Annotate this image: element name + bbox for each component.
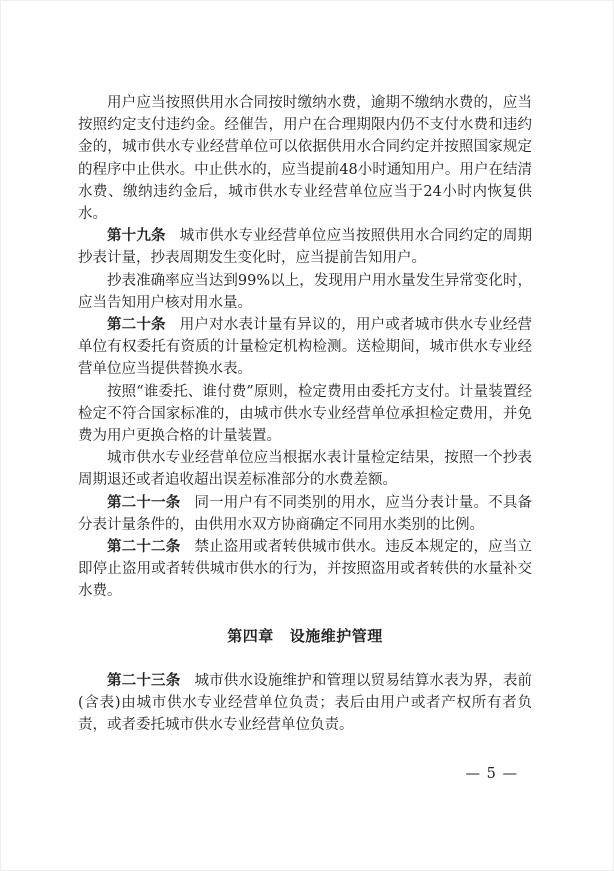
article-number: 第二十二条 [107,538,181,556]
paragraph [78,447,532,491]
article-number: 第二十条 [107,316,166,334]
article-group-before-chapter [78,92,532,603]
article-number: 第十九条 [107,227,166,245]
article-group-after-chapter [78,670,532,737]
article-number: 第二十一条 [107,493,181,511]
paragraph-text: 按照“谁委托、谁付费”原则，检定费用由委托方支付。计量装置经检定不符合国家标准的，由城市供水专业经营单位承担检定费用，并免费为用户更换合格的计量装置。 [78,383,532,445]
document-body [78,92,532,736]
paragraph-text: 用户对水表计量有异议的，用户或者城市供水专业经营单位有权委托有资质的计量检定机构检测。送检期间，城市供水专业经营单位应当提供替换水表。 [78,317,533,378]
article-paragraph [78,314,532,381]
chapter-heading [78,625,532,646]
paragraph-text: 抄表准确率应当达到99%以上，发现用户用水量发生异常变化时，应当告知用户核对用水量。 [78,272,532,311]
article-paragraph [78,225,532,269]
article-number: 第二十三条 [107,671,181,689]
paragraph [78,92,532,225]
paragraph [78,381,532,448]
paragraph [78,270,532,314]
paragraph-text: 城市供水专业经营单位应当根据水表计量检定结果，按照一个抄表周期退还或者追收超出误差标准部分的水费差额。 [78,450,532,489]
article-paragraph [78,536,532,603]
paragraph-text: 城市供水设施维护和管理以贸易结算水表为界，表前(含表)由城市供水专业经营单位负责；表后由用户或者产权所有者负责，或者委托城市供水专业经营单位负责。 [78,672,533,734]
page-number: — 5 — [465,766,518,782]
paragraph-text: 同一用户有不同类别的用水，应当分表计量。不具备分表计量条件的，由供用水双方协商确定不同用水类别的比例。 [78,494,533,533]
chapter-number: 第四章 [227,626,274,645]
article-paragraph [78,492,532,536]
paragraph-text: 禁止盗用或者转供城市供水。违反本规定的，应当立即停止盗用或者转供城市供水的行为，并按照盗用或者转供的水量补交水费。 [78,539,533,600]
chapter-title: 设施维护管理 [289,626,383,645]
article-paragraph [78,670,532,737]
paragraph-text: 城市供水专业经营单位应当按照供用水合同约定的周期抄表计量，抄表周期发生变化时，应当提前告知用户。 [78,228,533,267]
paragraph-text: 用户应当按照供用水合同按时缴纳水费，逾期不缴纳水费的，应当按照约定支付违约金。经催告，用户在合理期限内仍不支付水费和违约金的，城市供水专业经营单位可以依据供用水合同约定并按照国家规定的程序中止供水。中止供水的，应当提前48小时通知用户。用户在结清水费、缴纳违约金后，城市供水专业经营单位应当于24小时内恢复供水。 [78,95,532,223]
